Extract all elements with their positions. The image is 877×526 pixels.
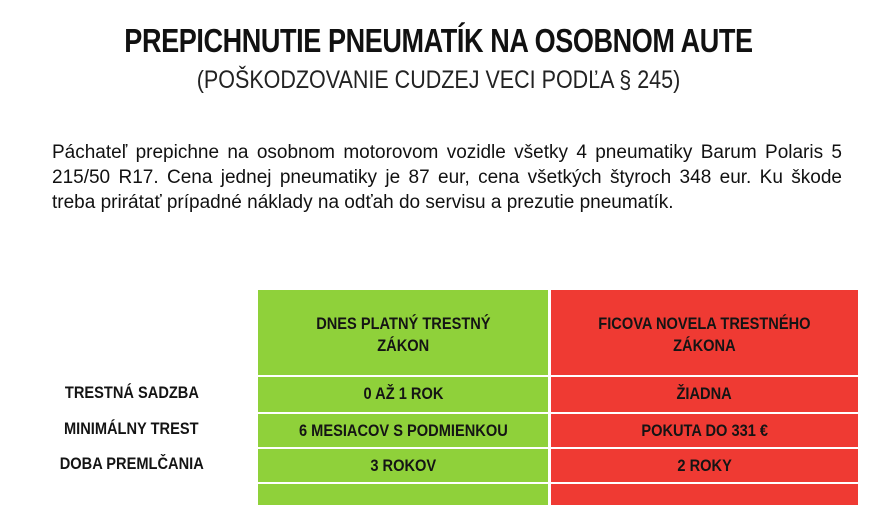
page-title: PREPICHNUTIE PNEUMATÍK NA OSOBNOM AUTE: [124, 22, 753, 59]
column-header-current: [258, 300, 548, 370]
column-header-novel-line1: FICOVA NOVELA TRESTNÉHO: [598, 314, 811, 333]
column-header-novel-line2: ZÁKONA: [673, 336, 736, 355]
table-cell-novel: 2 ROKY: [677, 455, 732, 475]
page-subtitle: (POŠKODZOVANIE CUDZEJ VECI PODĽA § 245): [196, 66, 681, 94]
table-divider: [258, 482, 858, 484]
description-paragraph: Páchateľ prepichne na osobnom motorovom vozidle všetky 4 pneumatiky Barum Polaris 5 215/50 R17. Cena jednej pneumatiky je 87 eur, cena všetkých štyroch 348 eur. Ku škode treba prirátať prípadné náklady na odťah do servisu a prezutie pneumatík.: [52, 142, 842, 213]
row-label: DOBA PREMLČANIA: [59, 454, 204, 473]
table-cell-current: 6 MESIACOV S PODMIENKOU: [298, 420, 508, 440]
table-cell-novel: POKUTA DO 331 €: [641, 420, 768, 440]
table-cell-novel: ŽIADNA: [676, 384, 733, 403]
table-cell-current: 0 AŽ 1 ROK: [363, 384, 443, 403]
column-header-current-line2: ZÁKON: [376, 336, 429, 355]
row-label: MINIMÁLNY TREST: [64, 419, 199, 438]
row-label: TRESTNÁ SADZBA: [64, 383, 199, 402]
table-cell-current: 3 ROKOV: [370, 455, 436, 475]
column-header-current-line1: DNES PLATNÝ TRESTNÝ: [315, 314, 491, 333]
column-header-novel: [551, 300, 858, 370]
